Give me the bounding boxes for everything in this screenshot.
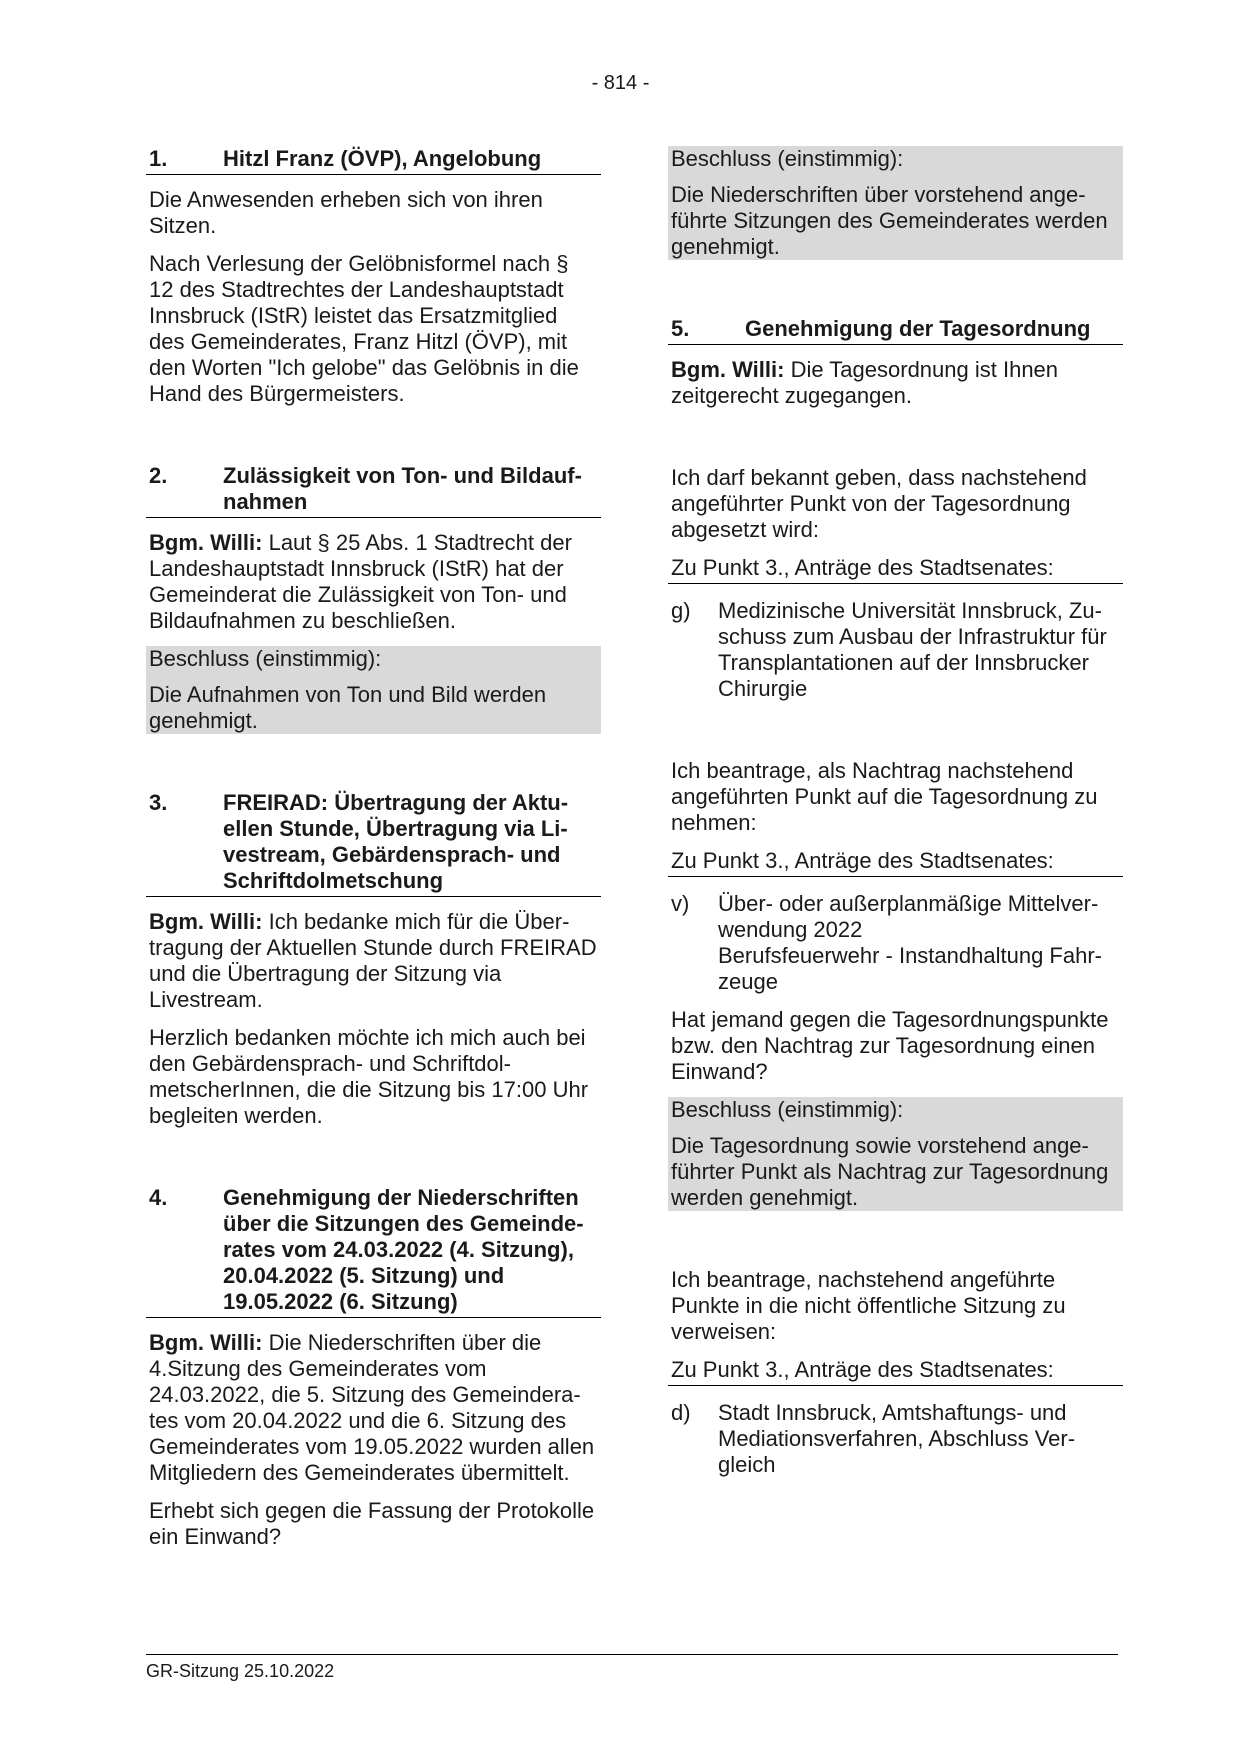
section-4-heading bbox=[146, 1185, 601, 1318]
list-item-letter: d) bbox=[671, 1400, 691, 1425]
speaker-name: Bgm. Willi: bbox=[149, 1330, 263, 1355]
list-item bbox=[668, 1400, 1123, 1478]
section-number: 1. bbox=[149, 146, 168, 171]
speaker-paragraph bbox=[668, 357, 1123, 409]
list-item-letter: g) bbox=[671, 598, 691, 623]
speaker-name: Bgm. Willi: bbox=[671, 357, 785, 382]
subheading: Zu Punkt 3., Anträge des Stadtsenates: bbox=[668, 848, 1123, 877]
section-number: 4. bbox=[149, 1185, 168, 1210]
paragraph: Nach Verlesung der Gelöbnisformel nach § 12 des Stadtrechtes der Landeshauptstadt Innsbruck (IStR) leistet das Ersatzmitglied des Gemeinderates, Franz Hitzl (ÖVP), mit den Worten "Ich gelobe" das Gelöbnis in die Hand des Bürgermeisters. bbox=[149, 251, 579, 406]
speaker-text: Die Tagesordnung ist Ihnen zeitgerecht zugegangen. bbox=[671, 357, 1059, 408]
section-1-heading bbox=[146, 146, 601, 175]
section-title: Genehmigung der Niederschriften über die Sitzungen des Gemeinderates vom 24.03.2022 (4. Sitzung), 20.04.2022 (5. Sitzung) und 19.05.2022 (6. Sitzung) bbox=[223, 1185, 584, 1314]
paragraph: Ich beantrage, als Nachtrag nachstehend angeführten Punkt auf die Tagesordnung zu nehmen: bbox=[671, 758, 1098, 835]
section-5-heading bbox=[668, 316, 1123, 345]
section-title: FREIRAD: Übertragung der Aktuellen Stunde, Übertragung via Livestream, Gebärdensprach- und Schriftdolmetschung bbox=[223, 790, 569, 893]
paragraph: Hat jemand gegen die Tagesordnungspunkte bzw. den Nachtrag zur Tagesordnung einen Einwand? bbox=[671, 1007, 1109, 1084]
list-item-text: Medizinische Universität Innsbruck, Zuschuss zum Ausbau der Infrastruktur für Transplantationen auf der Innsbrucker Chirurgie bbox=[718, 598, 1107, 701]
paragraph: Herzlich bedanken möchte ich mich auch bei den Gebärdensprach- und SchriftdolmetscherInnen, die die Sitzung bis 17:00 Uhr begleiten werden. bbox=[149, 1025, 589, 1128]
paragraph: Ich darf bekannt geben, dass nachstehend angeführter Punkt von der Tagesordnung abgesetzt wird: bbox=[671, 465, 1087, 542]
resolution-label: Beschluss (einstimmig): bbox=[149, 646, 382, 671]
resolution-box bbox=[668, 1097, 1123, 1211]
section-title: Zulässigkeit von Ton- und Bildaufnahmen bbox=[223, 463, 582, 514]
speaker-name: Bgm. Willi: bbox=[149, 530, 263, 555]
speaker-text: Die Niederschriften über die 4.Sitzung des Gemeinderates vom 24.03.2022, die 5. Sitzung des Gemeinderates vom 20.04.2022 und die 6. Sitzung des Gemeinderates vom 19.05.2022 wurden allen Mitgliedern des Gemeinderates übermittelt. bbox=[149, 1330, 595, 1485]
section-number: 2. bbox=[149, 463, 168, 488]
section-title: Genehmigung der Tagesordnung bbox=[745, 316, 1091, 341]
section-number: 3. bbox=[149, 790, 168, 815]
page-number: - 814 - bbox=[591, 72, 650, 94]
right-column bbox=[668, 146, 1123, 1490]
section-3-heading bbox=[146, 790, 601, 897]
resolution-text: Die Aufnahmen von Ton und Bild werden genehmigt. bbox=[149, 682, 547, 733]
speaker-text: Laut § 25 Abs. 1 Stadtrecht der Landeshauptstadt Innsbruck (IStR) hat der Gemeinderat die Zulässigkeit von Ton- und Bildaufnahmen zu beschließen. bbox=[149, 530, 572, 633]
left-column bbox=[146, 146, 601, 1562]
resolution-label: Beschluss (einstimmig): bbox=[671, 146, 904, 171]
subheading: Zu Punkt 3., Anträge des Stadtsenates: bbox=[668, 1357, 1123, 1386]
section-2-heading bbox=[146, 463, 601, 518]
speaker-name: Bgm. Willi: bbox=[149, 909, 263, 934]
subheading: Zu Punkt 3., Anträge des Stadtsenates: bbox=[668, 555, 1123, 584]
speaker-paragraph bbox=[146, 530, 601, 634]
paragraph: Die Anwesenden erheben sich von ihren Sitzen. bbox=[149, 187, 543, 238]
resolution-text: Die Tagesordnung sowie vorstehend angeführter Punkt als Nachtrag zur Tagesordnung werden genehmigt. bbox=[671, 1133, 1109, 1210]
resolution-text: Die Niederschriften über vorstehend angeführte Sitzungen des Gemeinderates werden genehmigt. bbox=[671, 182, 1108, 259]
paragraph: Erhebt sich gegen die Fassung der Protokolle ein Einwand? bbox=[149, 1498, 595, 1549]
speaker-paragraph bbox=[146, 1330, 601, 1486]
resolution-box bbox=[146, 646, 601, 734]
list-item bbox=[668, 891, 1123, 995]
list-item-letter: v) bbox=[671, 891, 690, 916]
list-item bbox=[668, 598, 1123, 702]
list-item-text: Berufsfeuerwehr - Instandhaltung Fahrzeuge bbox=[718, 943, 1102, 994]
section-number: 5. bbox=[671, 316, 690, 341]
list-item-text: Über- oder außerplanmäßige Mittelverwendung 2022 bbox=[718, 891, 1099, 942]
paragraph: Ich beantrage, nachstehend angeführte Punkte in die nicht öffentliche Sitzung zu verweisen: bbox=[671, 1267, 1066, 1344]
resolution-label: Beschluss (einstimmig): bbox=[671, 1097, 904, 1122]
section-title: Hitzl Franz (ÖVP), Angelobung bbox=[223, 146, 542, 171]
page-footer: GR-Sitzung 25.10.2022 bbox=[146, 1654, 1118, 1682]
speaker-paragraph bbox=[146, 909, 601, 1013]
speaker-text: Ich bedanke mich für die Übertragung der Aktuellen Stunde durch FREIRAD und die Übertragung der Sitzung via Livestream. bbox=[149, 909, 597, 1012]
resolution-box bbox=[668, 146, 1123, 260]
list-item-text: Stadt Innsbruck, Amtshaftungs- und Mediationsverfahren, Abschluss Vergleich bbox=[718, 1400, 1076, 1477]
